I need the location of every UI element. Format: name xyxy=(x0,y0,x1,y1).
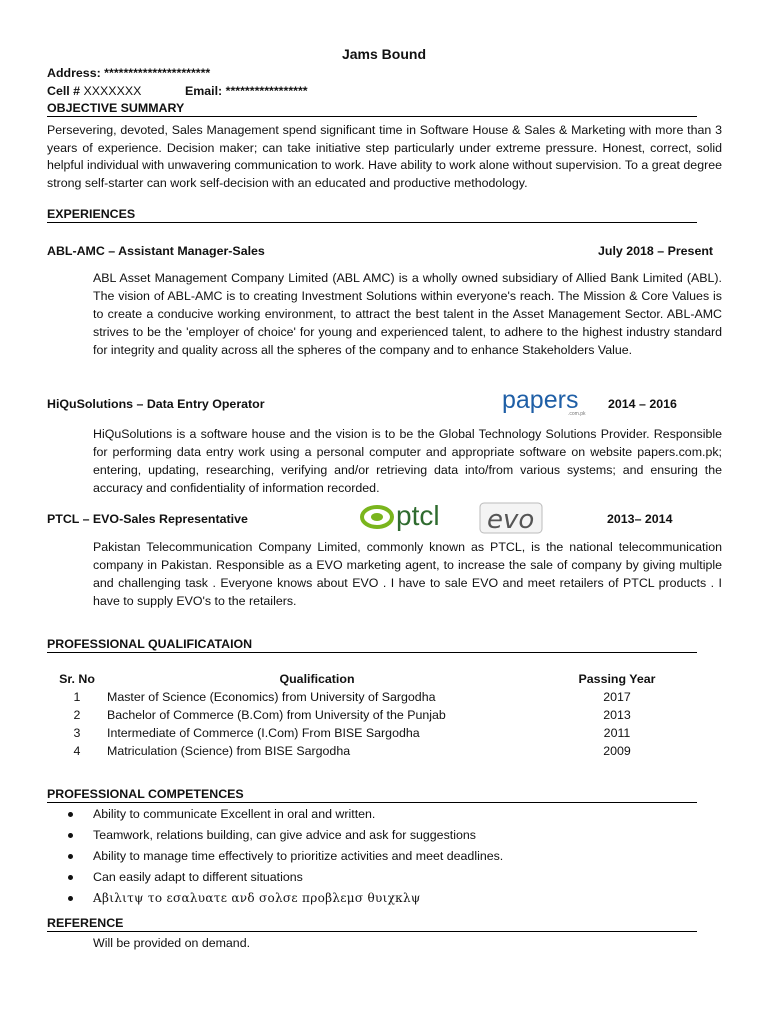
competences-list xyxy=(68,804,503,909)
row-qualification: Intermediate of Commerce (I.Com) From BISE Sargodha xyxy=(107,726,420,740)
cell-line xyxy=(47,84,141,98)
row-sr: 1 xyxy=(73,690,81,704)
table-row xyxy=(47,706,707,724)
row-year: 2009 xyxy=(603,744,631,758)
qualifications-table xyxy=(47,670,707,760)
objective-text: Persevering, devoted, Sales Management spend significant time in Software House & Sales & Marketing with more than 3 years of experience. Decision maker; can take initiative step particularly under extreme pressure. Honest, correct, solid helpful individual with unwavering communication to work. Have ability to work alone without supervision. To a great degree strong self-starter can work self-decision with an educated and productive methodology. xyxy=(47,123,722,191)
bullet-icon xyxy=(68,896,73,901)
list-item-text: Ability to communicate Excellent in oral and written. xyxy=(93,807,376,821)
job-title-hiqu: HiQuSolutions – Data Entry Operator xyxy=(47,397,265,411)
bullet-icon xyxy=(68,854,73,859)
address-value: ********************** xyxy=(104,66,211,80)
qualifications-heading: PROFESSIONAL QUALIFICATAION xyxy=(47,637,697,653)
job-description-ptcl: Pakistan Telecommunication Company Limited, commonly known as PTCL, is the national telecommunication company in Pakistan. Responsible as a EVO marketing agent, to increase the sale of company by giving multiple and challenging task . Everyone knows about EVO . I have to sale EVO and meet retailers of PTCL products . I have to supply EVO's to the retailers. xyxy=(93,540,722,608)
list-item-text: Ability to manage time effectively to prioritize activities and meet deadlines. xyxy=(93,849,504,863)
bullet-icon xyxy=(68,812,73,817)
bullet-icon xyxy=(68,833,73,838)
papers-logo-sub: .com.pk xyxy=(568,411,586,416)
column-header-year: Passing Year xyxy=(578,672,656,686)
job-title-abl: ABL-AMC – Assistant Manager-Sales xyxy=(47,244,265,258)
row-year: 2013 xyxy=(603,708,631,722)
address-label: Address: xyxy=(47,66,101,80)
job-description-hiqu: HiQuSolutions is a software house and the vision is to be the Global Technology Solutions Provider. Responsible for performing data entry work using a personal computer and appropriate software on website papers.com.pk; entering, updating, researching, verifying and/or retrieving data into/from various systems; and ensuring the accuracy and confidentiality of information recorded. xyxy=(93,427,722,495)
job-description-abl: ABL Asset Management Company Limited (ABL AMC) is a wholly owned subsidiary of Allied Bank Limited (ABL). The vision of ABL-AMC is to creating Investment Solutions within everyone's reach. The Mission & Core Values is to create a conducive working environment, to attract the best talent in the Asset Management Sector. ABL-AMC strives to be the 'employer of choice' for young and experienced talent, to adhere to the highest industry standard for integrity and quality across all the spheres of the company and to enhance Stakeholders Value. xyxy=(93,271,722,357)
reference-heading: REFERENCE xyxy=(47,916,697,932)
row-sr: 4 xyxy=(73,744,81,758)
address-line xyxy=(47,66,210,80)
job-dates-ptcl: 2013– 2014 xyxy=(607,512,673,526)
email-value: ***************** xyxy=(225,84,308,98)
job-dates-abl: July 2018 – Present xyxy=(598,244,714,258)
ptcl-logo-core xyxy=(371,513,383,521)
cell-label: Cell # xyxy=(47,84,81,98)
candidate-name: Jams Bound xyxy=(341,46,426,62)
job-title-ptcl: PTCL – EVO-Sales Representative xyxy=(47,512,248,526)
ptcl-logo xyxy=(360,498,472,537)
list-item xyxy=(68,846,503,867)
list-item xyxy=(68,888,503,909)
objective-heading: OBJECTIVE SUMMARY xyxy=(47,101,697,117)
evo-logo xyxy=(479,500,545,539)
table-row xyxy=(47,724,707,742)
job-dates-hiqu: 2014 – 2016 xyxy=(608,397,677,411)
column-header-sr: Sr. No xyxy=(59,672,95,686)
list-item-text: Αβιλιτψ το εσαλυατε ανδ σολσε προβλεμσ θυιχκλψ xyxy=(93,891,421,905)
list-item xyxy=(68,804,503,825)
papers-logo-text: papers xyxy=(502,386,579,414)
row-qualification: Bachelor of Commerce (B.Com) from University of the Punjab xyxy=(107,708,446,722)
evo-logo-text: evo xyxy=(487,505,535,535)
qualifications-header-row xyxy=(47,670,707,688)
row-sr: 2 xyxy=(73,708,81,722)
row-qualification: Master of Science (Economics) from University of Sargodha xyxy=(107,690,436,704)
list-item-text: Can easily adapt to different situations xyxy=(93,870,303,884)
list-item xyxy=(68,867,503,888)
reference-text: Will be provided on demand. xyxy=(93,936,251,950)
email-line xyxy=(185,84,308,98)
row-year: 2017 xyxy=(603,690,631,704)
list-item xyxy=(68,825,503,846)
email-label: Email: xyxy=(185,84,223,98)
row-qualification: Matriculation (Science) from BISE Sargodha xyxy=(107,744,351,758)
competences-heading: PROFESSIONAL COMPETENCES xyxy=(47,787,697,803)
bullet-icon xyxy=(68,875,73,880)
row-year: 2011 xyxy=(603,726,631,740)
papers-logo xyxy=(502,386,596,419)
list-item-text: Teamwork, relations building, can give advice and ask for suggestions xyxy=(93,828,476,842)
ptcl-logo-text: ptcl xyxy=(396,500,440,531)
row-sr: 3 xyxy=(73,726,81,740)
experiences-heading: EXPERIENCES xyxy=(47,207,697,223)
table-row xyxy=(47,688,707,706)
table-row xyxy=(47,742,707,760)
cell-value: XXXXXXX xyxy=(83,84,142,98)
column-header-qualification: Qualification xyxy=(279,672,355,686)
